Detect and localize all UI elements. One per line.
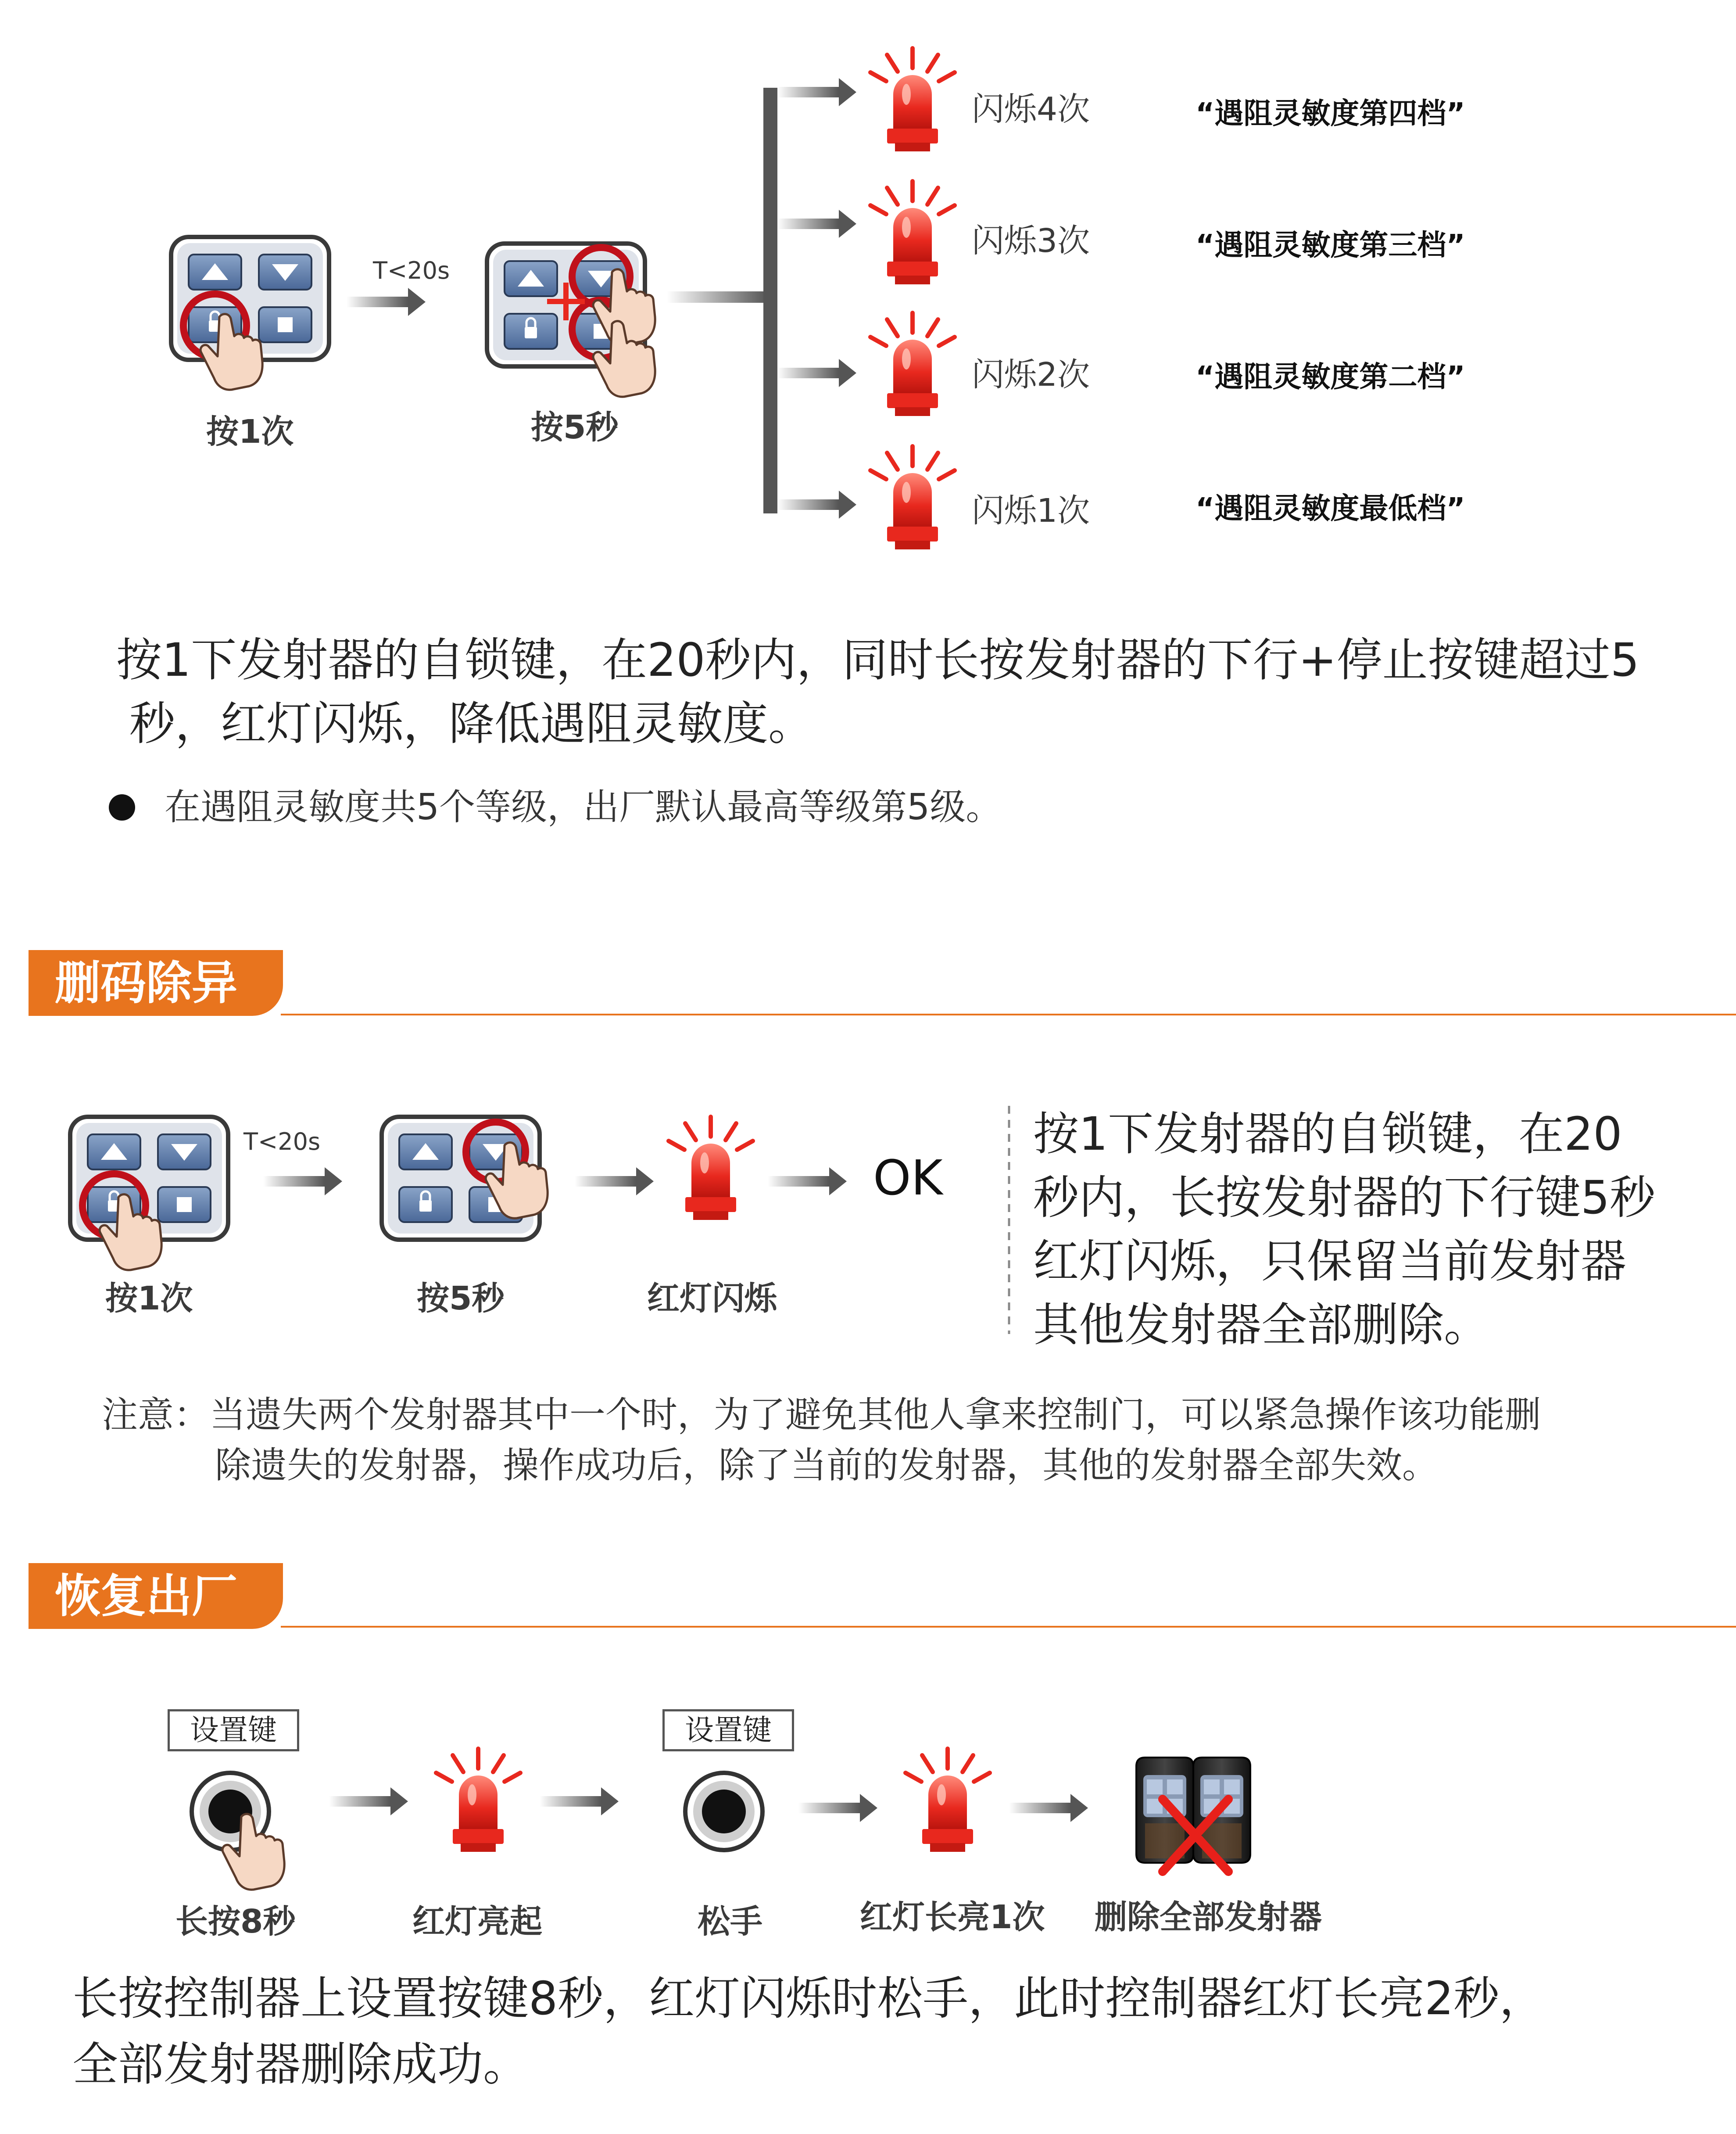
s3-setkey-1	[192, 1773, 284, 1890]
s3-step-red-on: 红灯亮起	[412, 1903, 542, 1940]
s2-arrow-2	[575, 1167, 654, 1195]
step-press-5s: 按5秒	[531, 409, 619, 446]
desc-level-2: “遇阻灵敏度第二档”	[1196, 360, 1465, 394]
s3-lamp-2	[906, 1749, 990, 1852]
s2-lamp	[669, 1117, 753, 1220]
timing-label: T<20s	[373, 257, 450, 284]
s3-instruction-line1: 长按控制器上设置按键8秒，红灯闪烁时松手，此时控制器红灯长亮2秒，	[72, 1972, 1545, 2025]
s3-step-long-press: 长按8秒	[175, 1903, 296, 1940]
section-header-factory-reset: 恢复出厂	[29, 1563, 283, 1629]
desc-level-3: “遇阻灵敏度第三档”	[1196, 228, 1465, 262]
section-header-line-2	[281, 1014, 1736, 1015]
s2-ok-label: OK	[873, 1150, 943, 1206]
s3-step-red-steady: 红灯长亮1次	[860, 1898, 1045, 1936]
s2-step-press-once: 按1次	[105, 1280, 193, 1317]
desc-level-1: “遇阻灵敏度最低档”	[1196, 491, 1465, 525]
s3-fobs-deleted	[1136, 1757, 1250, 1872]
s3-lamp-1	[436, 1749, 520, 1852]
s2-desc-line2: 秒内，长按发射器的下行键5秒	[1033, 1171, 1656, 1224]
s2-note-line1: 注意：当遗失两个发射器其中一个时，为了避免其他人拿来控制门，可以紧急操作该功能删	[102, 1394, 1541, 1436]
lamp-level-2	[870, 313, 955, 416]
s3-set-key-label-1: 设置键	[168, 1709, 299, 1751]
s3-set-key-label-2: 设置键	[662, 1709, 794, 1751]
s3-arrow-2	[540, 1787, 619, 1815]
blink-level-1: 闪烁1次	[972, 492, 1090, 530]
s3-step-delete-all: 删除全部发射器	[1095, 1898, 1322, 1936]
s3-arrow-4	[1009, 1794, 1088, 1822]
remote-press-5s	[487, 244, 655, 397]
arrow-1	[347, 288, 426, 316]
s2-arrow-1	[263, 1167, 342, 1195]
s3-instruction-line2: 全部发射器删除成功。	[72, 2037, 529, 2091]
s2-remote-press-once	[70, 1117, 228, 1270]
s2-arrow-3	[768, 1167, 847, 1195]
desc-level-4: “遇阻灵敏度第四档”	[1196, 97, 1465, 130]
s2-step-red-blink: 红灯闪烁	[647, 1280, 777, 1317]
bullet-dot	[109, 794, 135, 821]
lamp-level-1	[870, 446, 955, 549]
s2-step-press-5s: 按5秒	[417, 1280, 505, 1317]
blink-level-3: 闪烁3次	[972, 222, 1090, 260]
s2-desc-line4: 其他发射器全部删除。	[1033, 1298, 1490, 1352]
s3-step-release: 松手	[698, 1903, 762, 1940]
branch-tree	[667, 78, 856, 519]
s3-arrow-3	[798, 1794, 877, 1822]
s2-desc-line3: 红灯闪烁，只保留当前发射器	[1033, 1234, 1627, 1288]
s2-note-line2: 除遗失的发射器，操作成功后，除了当前的发射器，其他的发射器全部失效。	[215, 1445, 1439, 1486]
s2-desc-line1: 按1下发射器的自锁键，在20	[1033, 1107, 1622, 1161]
blink-level-4: 闪烁4次	[972, 90, 1090, 128]
step-press-once: 按1次	[206, 413, 294, 451]
s2-remote-press-5s	[382, 1117, 548, 1240]
s3-setkey-2	[685, 1773, 762, 1850]
section-header-line-3	[281, 1626, 1736, 1628]
s1-instruction-line1: 按1下发射器的自锁键，在20秒内，同时长按发射器的下行+停止按键超过5	[116, 633, 1639, 687]
section-header-delete-codes: 删码除异	[29, 950, 283, 1016]
lamp-level-3	[870, 181, 955, 284]
remote-press-once	[171, 237, 329, 390]
blink-level-2: 闪烁2次	[972, 356, 1090, 394]
s1-bullet-text: 在遇阻灵敏度共5个等级，出厂默认最高等级第5级。	[165, 786, 1002, 828]
s2-timing-label: T<20s	[243, 1128, 321, 1155]
s1-instruction-line2: 秒，红灯闪烁，降低遇阻灵敏度。	[129, 697, 814, 750]
lamp-level-4	[870, 48, 955, 151]
s3-arrow-1	[329, 1787, 408, 1815]
